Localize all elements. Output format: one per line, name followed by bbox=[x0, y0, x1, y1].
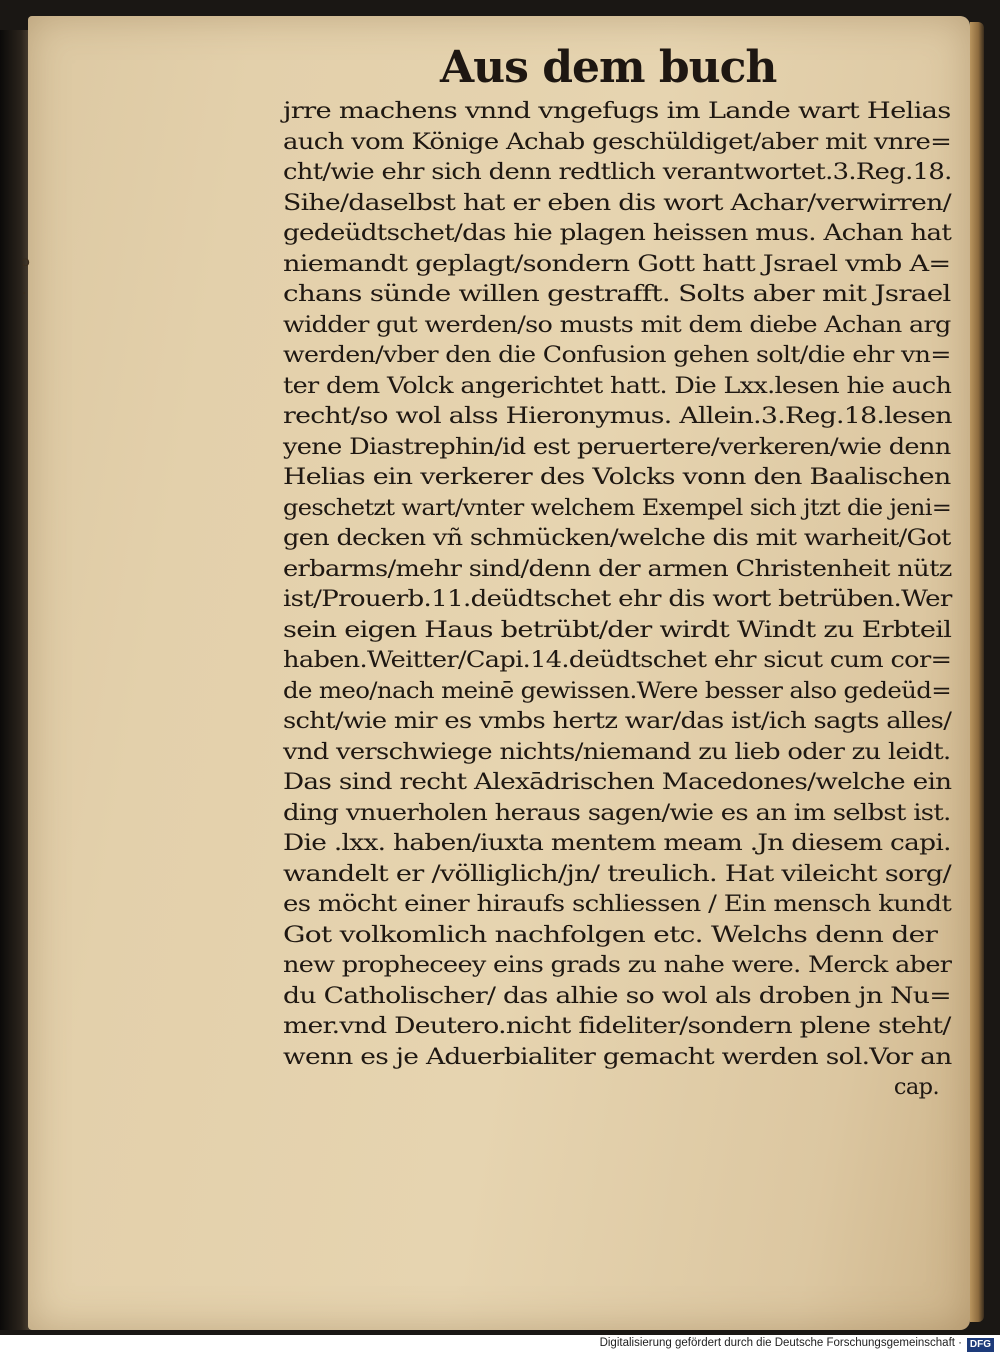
text-line: Helias ein verkerer des Volcks vonn den Baalischen bbox=[283, 464, 951, 490]
text-line: niemandt geplagt/sondern Gott hatt Jsrael vmb A= bbox=[283, 250, 951, 277]
text-line: Das sind recht Alexādrischen Macedones/welche ein bbox=[283, 769, 952, 795]
text-line: de meo/nach meinē gewissen.Were besser also gedeüd= bbox=[283, 677, 952, 704]
text-line: wandelt er /völliglich/jn/ treulich. Hat vileicht sorg/ bbox=[283, 860, 951, 887]
text-line: geschetzt wart/vnter welchem Exempel sich jtzt die jeni= bbox=[283, 494, 952, 521]
margin-mark: · bbox=[22, 286, 27, 302]
digitization-footer bbox=[0, 1335, 1000, 1355]
text-line: ding vnuerholen heraus sagen/wie es an im selbst ist. bbox=[283, 799, 951, 826]
book-spine bbox=[0, 30, 30, 1330]
text-line: Got volkomlich nachfolgen etc. Welchs denn der bbox=[283, 921, 938, 948]
text-line: vnd verschwiege nichts/niemand zu lieb oder zu leidt. bbox=[283, 738, 951, 765]
text-line: ist/Prouerb.11.deüdtschet ehr dis wort betrüben.Wer bbox=[283, 586, 952, 612]
text-line: yene Diastrephin/id est peruertere/verkeren/wie denn bbox=[283, 433, 951, 460]
funding-credit: Digitalisierung gefördert durch die Deutsche Forschungsgemeinschaft · bbox=[599, 1337, 962, 1349]
text-line: gedeüdtschet/das hie plagen heissen mus. Achan hat bbox=[283, 220, 952, 246]
text-line: gen decken vñ schmücken/welche dis mit warheit/Got bbox=[283, 525, 951, 551]
text-line: es möcht einer hiraufs schliessen / Ein mensch kundt bbox=[283, 891, 952, 917]
text-line: erbarms/mehr sind/denn der armen Christenheit nütz bbox=[283, 555, 952, 582]
text-line: widder gut werden/so musts mit dem diebe Achan arg bbox=[283, 311, 951, 338]
text-line: jrre machens vnnd vngefugs im Lande wart Helias bbox=[283, 98, 951, 124]
text-line: mer.vnd Deutero.nicht fideliter/sondern plene steht/ bbox=[283, 1013, 951, 1039]
text-line: wenn es je Aduerbialiter gemacht werden sol.Vor an bbox=[283, 1043, 952, 1070]
text-line: auch vom Könige Achab geschüldiget/aber mit vnre= bbox=[283, 128, 952, 155]
body-text bbox=[283, 96, 953, 1103]
text-line: haben.Weitter/Capi.14.deüdtschet ehr sicut cum cor= bbox=[283, 647, 952, 673]
text-line: sein eigen Haus betrübt/der wirdt Windt zu Erbteil bbox=[283, 616, 952, 643]
dfg-logo: DFG bbox=[967, 1338, 994, 1352]
text-line: Sihe/daselbst hat er eben dis wort Achar/verwirren/ bbox=[283, 189, 951, 216]
text-line: ter dem Volck angerichtet hatt. Die Lxx.lesen hie auch bbox=[283, 372, 952, 399]
running-head: Aus dem buch bbox=[440, 42, 777, 93]
text-line: scht/wie mir es vmbs hertz war/das ist/ich sagts alles/ bbox=[283, 708, 952, 734]
margin-mark: ɔ bbox=[22, 254, 30, 270]
text-line: Die .lxx. haben/iuxta mentem meam .Jn diesem capi. bbox=[283, 830, 951, 856]
text-line: chans sünde willen gestrafft. Solts aber mit Jsrael bbox=[283, 281, 951, 307]
text-line: du Catholischer/ das alhie so wol als droben jn Nu= bbox=[283, 982, 951, 1009]
text-line: recht/so wol alss Hieronymus. Allein.3.Reg.18.lesen bbox=[283, 403, 952, 429]
text-line: werden/vber den die Confusion gehen solt/die ehr vn= bbox=[283, 342, 951, 368]
catchword: cap. bbox=[893, 1074, 939, 1100]
text-line: cht/wie ehr sich denn redtlich verantwortet.3.Reg.18. bbox=[283, 159, 952, 185]
text-line: new propheceey eins grads zu nahe were. Merck aber bbox=[283, 952, 952, 978]
